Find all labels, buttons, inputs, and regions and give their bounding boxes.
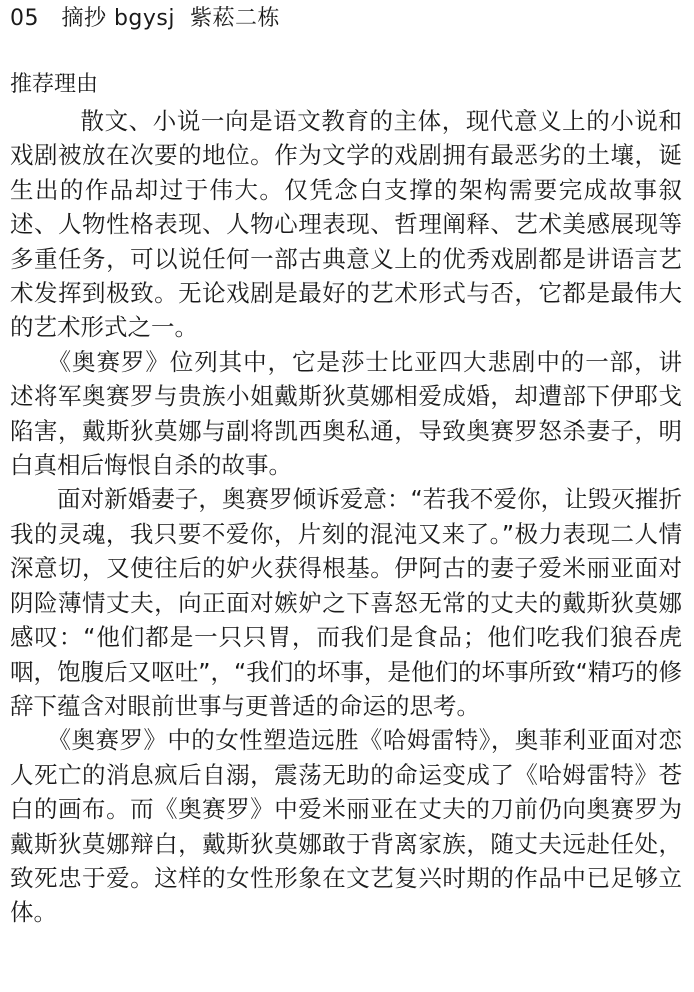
paragraph-1: 散文、小说一向是语文教育的主体，现代意义上的小说和戏剧被放在次要的地位。作为文学的戏剧拥有最恶劣的土壤，诞生出的作品却过于伟大。仅凭念白支撑的架构需要完成故事叙述、人物性格表现、人物心理表现、哲理阐释、艺术美感展现等多重任务，可以说任何一部古典意义上的优秀戏剧都是讲语言艺术发挥到极致。无论戏剧是最好的艺术形式与否，它都是最伟大的艺术形式之一。 — [10, 107, 682, 342]
paragraph-2: 《奥赛罗》位列其中，它是莎士比亚四大悲剧中的一部，讲述将军奥赛罗与贵族小姐戴斯狄莫娜相爱成婚，却遭部下伊耶戈陷害，戴斯狄莫娜与副将凯西奥私通，导致奥赛罗怒杀妻子，明白真相后悔恨自杀的故事。 — [10, 347, 682, 480]
paragraph-3: 面对新婚妻子，奥赛罗倾诉爱意：“若我不爱你，让毁灭摧折我的灵魂，我只要不爱你，片刻的混沌又来了。”极力表现二人情深意切，又使往后的妒火获得根基。伊阿古的妻子爱米丽亚面对阴险薄情丈夫，向正面对嫉妒之下喜怒无常的丈夫的戴斯狄莫娜感叹：“他们都是一只只胃，而我们是食品；他们吃我们狼吞虎咽，饱腹后又呕吐”，“我们的坏事，是他们的坏事所致“精巧的修辞下蕴含对眼前世事与更普适的命运的思考。 — [10, 485, 682, 720]
page-header: 05 摘抄 bgysj 紫菘二栋 — [10, 6, 280, 31]
section-title: 推荐理由 — [10, 72, 99, 97]
paragraph-4: 《奥赛罗》中的女性塑造远胜《哈姆雷特》，奥菲利亚面对恋人死亡的消息疯后自溺，震荡无助的命运变成了《哈姆雷特》苍白的画布。而《奥赛罗》中爱米丽亚在丈夫的刀前仍向奥赛罗为戴斯狄莫娜辩白，戴斯狄莫娜敢于背离家族，随丈夫远赴任处，致死忠于爱。这样的女性形象在文艺复兴时期的作品中已足够立体。 — [10, 726, 682, 927]
document-body — [10, 104, 682, 930]
